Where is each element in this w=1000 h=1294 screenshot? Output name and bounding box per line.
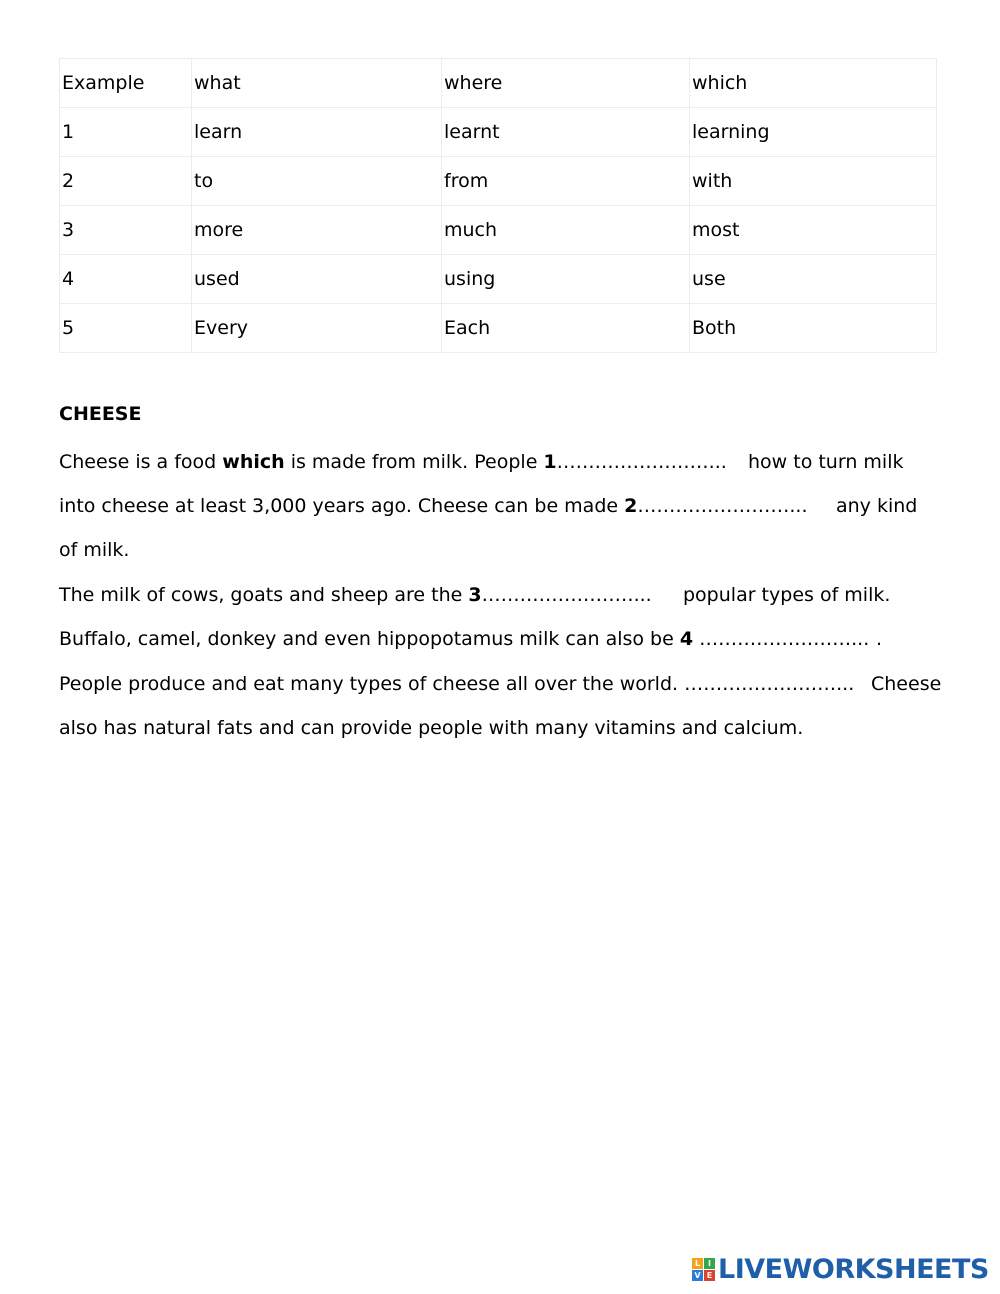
text: People produce and eat many types of cheese all over the world. bbox=[59, 673, 685, 695]
gap-number-2: 2 bbox=[624, 495, 638, 517]
table-row bbox=[60, 206, 937, 255]
gap-number-3: 3 bbox=[468, 584, 482, 606]
table-row bbox=[60, 304, 937, 353]
text: of milk. bbox=[59, 539, 130, 561]
text: The milk of cows, goats and sheep are the bbox=[59, 584, 469, 606]
option-cell: used bbox=[192, 255, 442, 304]
option-cell: which bbox=[690, 59, 937, 108]
option-cell: learnt bbox=[442, 108, 690, 157]
text: . bbox=[876, 628, 883, 650]
table-row bbox=[60, 59, 937, 108]
option-cell: most bbox=[690, 206, 937, 255]
option-cell: learning bbox=[690, 108, 937, 157]
table-row bbox=[60, 108, 937, 157]
passage-title: CHEESE bbox=[59, 403, 142, 425]
gap-number-1: 1 bbox=[543, 451, 557, 473]
option-cell: Each bbox=[442, 304, 690, 353]
passage-line-5 bbox=[59, 624, 883, 654]
gap-number-4: 4 bbox=[679, 628, 694, 650]
icon-letter: E bbox=[704, 1270, 715, 1281]
option-cell: where bbox=[442, 59, 690, 108]
passage-line-1 bbox=[59, 447, 904, 477]
table-row bbox=[60, 157, 937, 206]
live-icon bbox=[692, 1258, 715, 1281]
option-cell: to bbox=[192, 157, 442, 206]
text: also has natural fats and can provide people with many vitamins and calcium. bbox=[59, 717, 804, 739]
text: Cheese bbox=[871, 673, 942, 695]
passage-line-2 bbox=[59, 491, 918, 521]
brand-name: LIVEWORKSHEETS bbox=[718, 1253, 989, 1285]
option-cell: with bbox=[690, 157, 937, 206]
text: Cheese is a food bbox=[59, 451, 223, 473]
row-label-cell: Example bbox=[60, 59, 192, 108]
table-row bbox=[60, 255, 937, 304]
option-cell: Every bbox=[192, 304, 442, 353]
gap-5-blank[interactable]: ……………………... bbox=[684, 673, 855, 695]
passage-line-4 bbox=[59, 580, 891, 610]
icon-letter: I bbox=[704, 1258, 715, 1269]
icon-letter: V bbox=[692, 1270, 703, 1281]
text: is made from milk. People bbox=[284, 451, 544, 473]
row-label-cell: 2 bbox=[60, 157, 192, 206]
option-cell: what bbox=[192, 59, 442, 108]
text: how to turn milk bbox=[748, 451, 904, 473]
icon-letter: L bbox=[692, 1258, 703, 1269]
option-cell: Both bbox=[690, 304, 937, 353]
option-cell: more bbox=[192, 206, 442, 255]
row-label-cell: 5 bbox=[60, 304, 192, 353]
gap-1-blank[interactable]: ……………………... bbox=[556, 451, 727, 473]
row-label-cell: 3 bbox=[60, 206, 192, 255]
option-cell: much bbox=[442, 206, 690, 255]
option-cell: use bbox=[690, 255, 937, 304]
gap-3-blank[interactable]: ……………………... bbox=[481, 584, 652, 606]
text: popular types of milk. bbox=[683, 584, 891, 606]
option-cell: learn bbox=[192, 108, 442, 157]
example-word: which bbox=[222, 451, 285, 473]
liveworksheets-logo bbox=[692, 1254, 989, 1284]
option-cell: using bbox=[442, 255, 690, 304]
text: into cheese at least 3,000 years ago. Cheese can be made bbox=[59, 495, 625, 517]
text: any kind bbox=[836, 495, 918, 517]
passage-line-3 bbox=[59, 535, 129, 565]
options-table bbox=[59, 58, 937, 353]
row-label-cell: 1 bbox=[60, 108, 192, 157]
gap-2-blank[interactable]: ……………………... bbox=[637, 495, 808, 517]
row-label-cell: 4 bbox=[60, 255, 192, 304]
text: Buffalo, camel, donkey and even hippopotamus milk can also be bbox=[59, 628, 680, 650]
option-cell: from bbox=[442, 157, 690, 206]
gap-4-blank[interactable]: ……………………... bbox=[693, 628, 870, 650]
passage-line-7 bbox=[59, 713, 803, 743]
passage-line-6 bbox=[59, 669, 942, 699]
